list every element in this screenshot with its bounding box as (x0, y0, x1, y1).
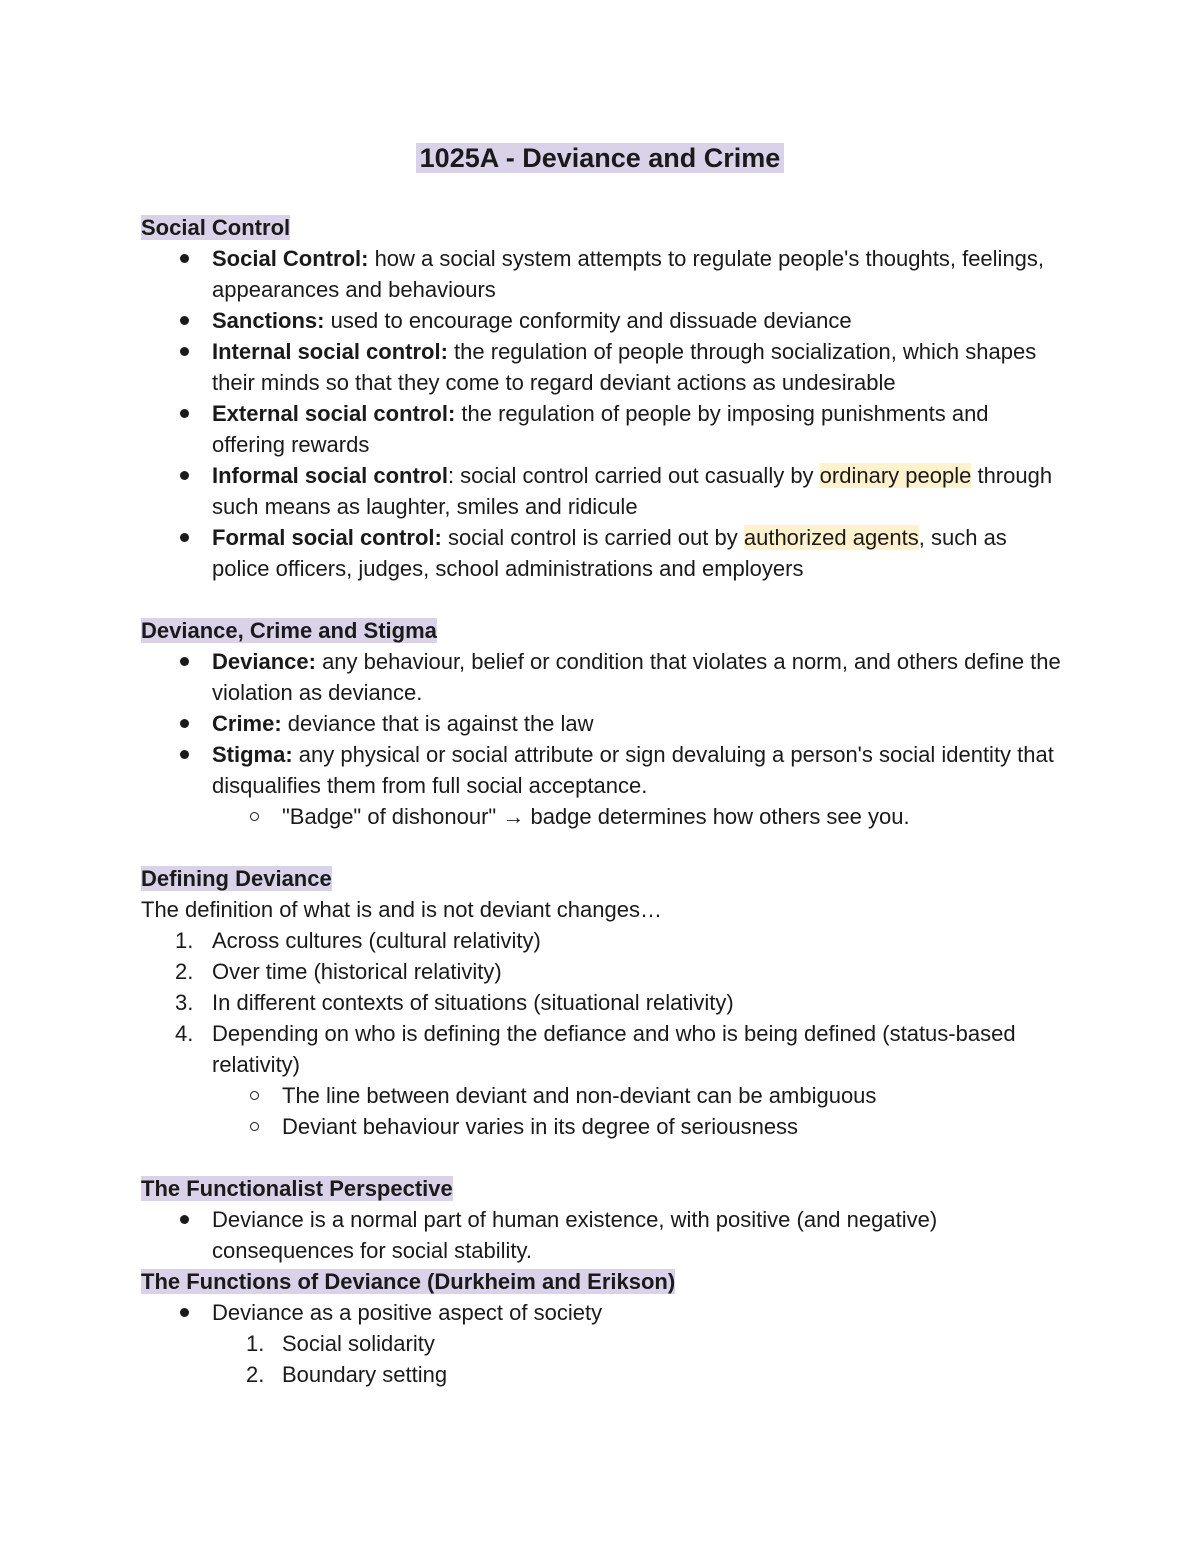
bullet-icon (180, 750, 189, 759)
bullet-icon (180, 409, 189, 418)
bullet-icon (180, 471, 189, 480)
list-item: Deviance is a normal part of human existence, with positive (and negative) consequences for social stability. (141, 1204, 1061, 1266)
sub-list-item: Deviant behaviour varies in its degree of seriousness (141, 1111, 1061, 1142)
bullet-icon (180, 254, 189, 263)
list-item: Formal social control: social control is carried out by authorized agents, such as police officers, judges, school administrations and employers (141, 522, 1061, 584)
list-item: Internal social control: the regulation of people through socialization, which shapes their minds so that they come to regard deviant actions as undesirable (141, 336, 1061, 398)
list-item: Deviance: any behaviour, belief or condition that violates a norm, and others define the violation as deviance. (141, 646, 1061, 708)
bullet-icon (180, 657, 189, 666)
spacer (141, 1142, 1061, 1173)
list-item: External social control: the regulation of people by imposing punishments and offering rewards (141, 398, 1061, 460)
list-item: Crime: deviance that is against the law (141, 708, 1061, 739)
section-heading-functions-of-deviance: The Functions of Deviance (Durkheim and Erikson) (141, 1269, 676, 1294)
defining-deviance-list (141, 925, 1061, 1142)
list-item: Sanctions: used to encourage conformity and dissuade deviance (141, 305, 1061, 336)
bullet-icon (180, 719, 189, 728)
list-item: Deviance as a positive aspect of society (141, 1297, 1061, 1328)
sub-list-item: 1. Social solidarity (246, 1331, 435, 1356)
highlighted-text: authorized agents (743, 525, 919, 550)
sub-list-item: "Badge" of dishonour" → badge determines how others see you. (141, 801, 1061, 832)
highlighted-text: ordinary people (819, 463, 972, 488)
deviance-crime-stigma-list (141, 646, 1061, 832)
social-control-list (141, 243, 1061, 584)
spacer (141, 832, 1061, 863)
spacer (141, 584, 1061, 615)
sub-list-item: The line between deviant and non-deviant can be ambiguous (141, 1080, 1061, 1111)
list-item: Informal social control: social control carried out casually by ordinary people through such means as laughter, smiles and ridicule (141, 460, 1061, 522)
section-heading-social-control: Social Control (141, 215, 291, 240)
hollow-bullet-icon (250, 1122, 259, 1131)
list-item: 3. In different contexts of situations (situational relativity) (175, 990, 734, 1015)
list-item: Stigma: any physical or social attribute or sign devaluing a person's social identity that disqualifies them from full social acceptance. (141, 739, 1061, 801)
bullet-icon (180, 316, 189, 325)
section-heading-defining-deviance: Defining Deviance (141, 866, 332, 891)
section-heading-functionalist-perspective: The Functionalist Perspective (141, 1176, 453, 1201)
list-item: 1. Across cultures (cultural relativity) (175, 928, 541, 953)
functions-list (141, 1297, 1061, 1390)
list-item: Social Control: how a social system attempts to regulate people's thoughts, feelings, appearances and behaviours (141, 243, 1061, 305)
bullet-icon (180, 347, 189, 356)
hollow-bullet-icon (250, 812, 259, 821)
hollow-bullet-icon (250, 1091, 259, 1100)
sub-list-item: 2. Boundary setting (246, 1362, 448, 1387)
bullet-icon (180, 1308, 189, 1317)
bullet-icon (180, 533, 189, 542)
list-item: 2. Over time (historical relativity) (175, 959, 502, 984)
bullet-icon (180, 1215, 189, 1224)
section-heading-deviance-crime-stigma: Deviance, Crime and Stigma (141, 618, 437, 643)
functionalist-list (141, 1204, 1061, 1266)
list-item: 4. Depending on who is defining the defiance and who is being defined (status-based relativity) (175, 1021, 1016, 1077)
intro-text: The definition of what is and is not deviant changes… (141, 897, 662, 922)
document-title: 1025A - Deviance and Crime (0, 140, 1200, 176)
document-body (141, 212, 1061, 1390)
